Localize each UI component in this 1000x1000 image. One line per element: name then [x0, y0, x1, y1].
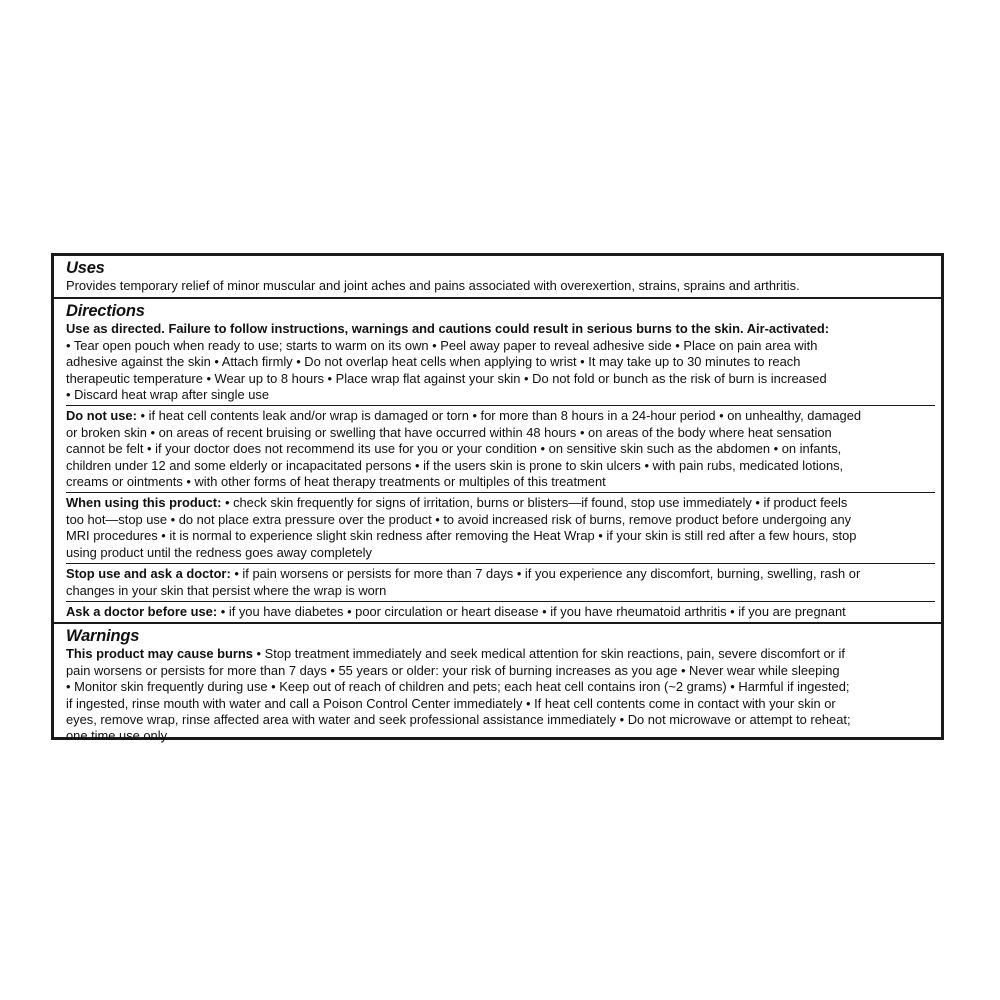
stop-use-section [66, 564, 935, 601]
stop-use-label: Stop use and ask a doctor: [66, 566, 231, 582]
stop-use-line [66, 566, 935, 582]
warnings-line: pain worsens or persists for more than 7 days • 55 years or older: your risk of burning increases as you age • Never wear while sleeping [66, 662, 840, 678]
warnings-heading: Warnings [66, 627, 140, 646]
when-using-text: • check skin frequently for signs of irritation, burns or blisters—if found, stop use immediately • if product feels [221, 495, 848, 511]
do-not-use-line [66, 408, 935, 424]
ask-doctor-label: Ask a doctor before use: [66, 603, 218, 619]
do-not-use-line: creams or ointments • with other forms of heat therapy treatments or multiples of this treatment [66, 474, 606, 490]
do-not-use-section [66, 406, 935, 492]
when-using-label: When using this product: [66, 495, 222, 511]
directions-lead [66, 321, 935, 337]
when-using-line: too hot—stop use • do not place extra pressure over the product • to avoid increased risk of burns, remove product before undergoing any [66, 511, 852, 527]
ask-doctor-line [66, 604, 935, 620]
warnings-line: eyes, remove wrap, rinse affected area with water and seek professional assistance immediately • Do not microwave or attempt to reheat; [66, 711, 851, 727]
directions-line: • Tear open pouch when ready to use; starts to warm on its own • Peel away paper to reveal adhesive side • Place on pain area with [66, 337, 818, 353]
stop-use-text: • if pain worsens or persists for more than 7 days • if you experience any discomfort, burning, swelling, rash or [230, 566, 861, 582]
warnings-line: if ingested, rinse mouth with water and call a Poison Control Center immediately • If heat cell contents come in contact with your skin or [66, 695, 836, 711]
section-divider [54, 297, 941, 299]
do-not-use-line: children under 12 and some elderly or incapacitated persons • if the users skin is prone to skin ulcers • with pain rubs, medicated lotions, [66, 457, 844, 473]
do-not-use-line: cannot be felt • if your doctor does not recommend its use for you or your condition • on sensitive skin such as the abdomen • on infants, [66, 441, 842, 457]
do-not-use-line: or broken skin • on areas of recent bruising or swelling that have occurred within 48 hours • on areas of the body where heat sensation [66, 424, 832, 440]
drug-facts-panel [51, 253, 944, 744]
ask-doctor-text: • if you have diabetes • poor circulation or heart disease • if you have rheumatoid arthritis • if you are pregnant [217, 603, 846, 619]
section-divider [54, 622, 941, 624]
uses-heading: Uses [66, 259, 105, 277]
uses-section [66, 259, 935, 297]
warnings-line: one time use only [66, 728, 168, 744]
uses-line: Provides temporary relief of minor muscular and joint aches and pains associated with overexertion, strains, sprains and arthritis. [66, 278, 800, 293]
directions-line: adhesive against the skin • Attach firmly • Do not overlap heat cells when applying to wrist • It may take up to 30 minutes to reach [66, 354, 801, 370]
directions-line: therapeutic temperature • Wear up to 8 hours • Place wrap flat against your skin • Do not fold or bunch as the risk of burn is increased [66, 370, 827, 386]
warnings-text: • Stop treatment immediately and seek medical attention for skin reactions, pain, severe discomfort or if [252, 646, 845, 662]
warnings-line: • Monitor skin frequently during use • Keep out of reach of children and pets; each heat cell contains iron (~2 grams) • Harmful if ingested; [66, 679, 850, 695]
warnings-section [66, 627, 935, 744]
warnings-label: This product may cause burns [66, 646, 253, 662]
directions-text [66, 321, 935, 403]
directions-lead-text: Use as directed. Failure to follow instructions, warnings and cautions could result in serious burns to the skin. Air-activated: [66, 321, 830, 337]
when-using-line [66, 495, 935, 511]
directions-heading: Directions [66, 302, 145, 321]
ask-doctor-section [66, 602, 935, 622]
do-not-use-text: • if heat cell contents leak and/or wrap is damaged or torn • for more than 8 hours in a 24-hour period • on unhealthy, damaged [136, 408, 862, 424]
when-using-line: using product until the redness goes away completely [66, 544, 372, 560]
warnings-line [66, 646, 935, 662]
do-not-use-label: Do not use: [66, 408, 137, 424]
directions-line: • Discard heat wrap after single use [66, 387, 269, 403]
uses-text [66, 278, 935, 294]
when-using-line: MRI procedures • it is normal to experience slight skin redness after removing the Heat Wrap • if your skin is still red after a few hours, stop [66, 528, 857, 544]
stop-use-line: changes in your skin that persist where the wrap is worn [66, 582, 387, 598]
when-using-section [66, 493, 935, 563]
directions-section [66, 302, 935, 405]
